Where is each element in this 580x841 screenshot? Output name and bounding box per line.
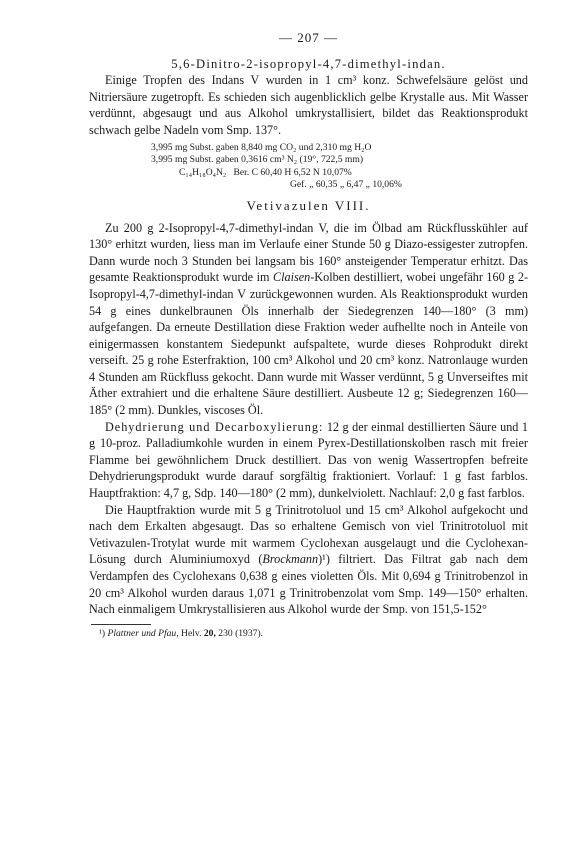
footnote: ¹) Plattner und Pfau, Helv. 20, 230 (1937). (99, 627, 264, 639)
footnote-rule (91, 624, 151, 625)
analysis-formula: C₁₄H₁₈O₄N₂ (179, 166, 227, 178)
footnote-volume: 20, (203, 627, 216, 639)
section-title-vetivazulen: Vetivazulen VIII. (246, 197, 371, 213)
section-title-dinitro: 5,6-Dinitro-2-isopropyl-4,7-dimethyl-indan. (171, 56, 446, 71)
analysis-line-1: 3,995 mg Subst. gaben 8,840 mg CO₂ und 2,310 mg H₂O (151, 141, 372, 153)
analysis-found: Gef. „ 60,35 „ 6,47 „ 10,06% (290, 179, 402, 191)
paragraph-dehydrierung: Dehydrierung und Decarboxylierung: 12 g der einmal destillierten Säure und 1 g 10-proz. Palladiumkohle wurden in einem Pyrex-Destillationskolben rasch mit freier Flamme bei gewöhnlichem Druck destilliert. Das von wenig Wassertropfen befreite Dehydrierungsprodukt wurde darauf sorgfältig fraktioniert. Vorlauf: 1 g fast farblos. Hauptfraktion: 4,7 g, Sdp. 140—180° (2 mm), dunkelviolett. Nachlauf: 2,0 g fast farblos. (89, 419, 528, 501)
footnote-authors: Plattner und Pfau, (107, 627, 179, 639)
lead-dehydrierung: Dehydrierung und Decarboxylierung: (105, 419, 324, 434)
footnote-reference: )¹) (318, 552, 330, 567)
analysis-ber-values: Ber. C 60,40 H 6,52 N 10,07% (233, 166, 352, 178)
paragraph-dinitro: Einige Tropfen des Indans V wurden in 1 cm³ konz. Schwefelsäure gelöst und Nitriersäure zugetropft. Es schieden sich augenblicklich gelbe Krystalle aus. Mit Wasser verdünnt, abgesaugt und aus Alkohol umkrystallisiert, bildet das Reaktionsprodukt schwach gelbe Nadeln vom Smp. 137°. (89, 73, 528, 137)
brockmann-name: Brockmann (262, 552, 319, 567)
analysis-calculated (151, 167, 528, 180)
elemental-analysis (89, 142, 528, 192)
claisen-name: Claisen (273, 270, 311, 285)
paragraph-vetivazulen: Zu 200 g 2-Isopropyl-4,7-dimethyl-indan V, die im Ölbad am Rückflusskühler auf 130° erhitzt wurden, liess man im Verlaufe einer Stunde 50 g Diazo-essigester zutropfen. Dann wurde noch 3 Stunden bei langsam bis 160° ansteigender Temperatur erhitzt. Das gesamte Reaktionsprodukt wurde im Claisen-Kolben destilliert, wobei ungefähr 160 g 2-Isopropyl-4,7-dimethyl-indan V zurückgewonnen wurden. Als Reaktionsprodukt wurden 54 g eines dunkelbraunen Öls innerhalb der Siedegrenzen 140—180° (3 mm) aufgefangen. Da erneute Destillation diese Fraktion weder aufhellte noch in Anteile von einigermassen konstantem Siedepunkt aufspaltete, wurde dieses Rohprodukt direkt verseift. 25 g rohe Esterfraktion, 100 cm³ Alkohol und 20 cm³ konz. Natronlauge wurden 4 Stunden am Rückfluss gekocht. Dann wurde mit Wasser verdünnt, 5 g Unverseiftes mit Äther extrahiert und die erhaltene Säure destilliert. Ausbeute 12 g; Siedegrenzen 160—185° (2 mm). Dunkles, viscoses Öl. (89, 220, 528, 418)
paragraph-hauptfraktion: Die Hauptfraktion wurde mit 5 g Trinitrotoluol und 15 cm³ Alkohol aufgekocht und nach dem Erkalten abgesaugt. Das so erhaltene Gemisch von viel Trinitrotoluol mit Vetivazulen-Trotylat wurde mit warmem Cyclohexan ausgelaugt und die Cyclohexan-Lösung durch Aluminiumoxyd (Brockmann)¹) filtriert. Das Filtrat gab nach dem Verdampfen des Cyclohexans 0,638 g eines violetten Öls. Mit 0,694 g Trinitrobenzol in 20 cm³ Alkohol wurden daraus 1,071 g Trinitrobenzolat vom Smp. 149—150° erhalten. Nach einmaligem Umkrystallisieren aus Alkohol wurde der Smp. von 151,5-152° (89, 502, 528, 617)
page-number: — 207 — (279, 30, 338, 45)
analysis-line-2: 3,995 mg Subst. gaben 0,3616 cm³ N₂ (19°, 722,5 mm) (151, 154, 364, 166)
